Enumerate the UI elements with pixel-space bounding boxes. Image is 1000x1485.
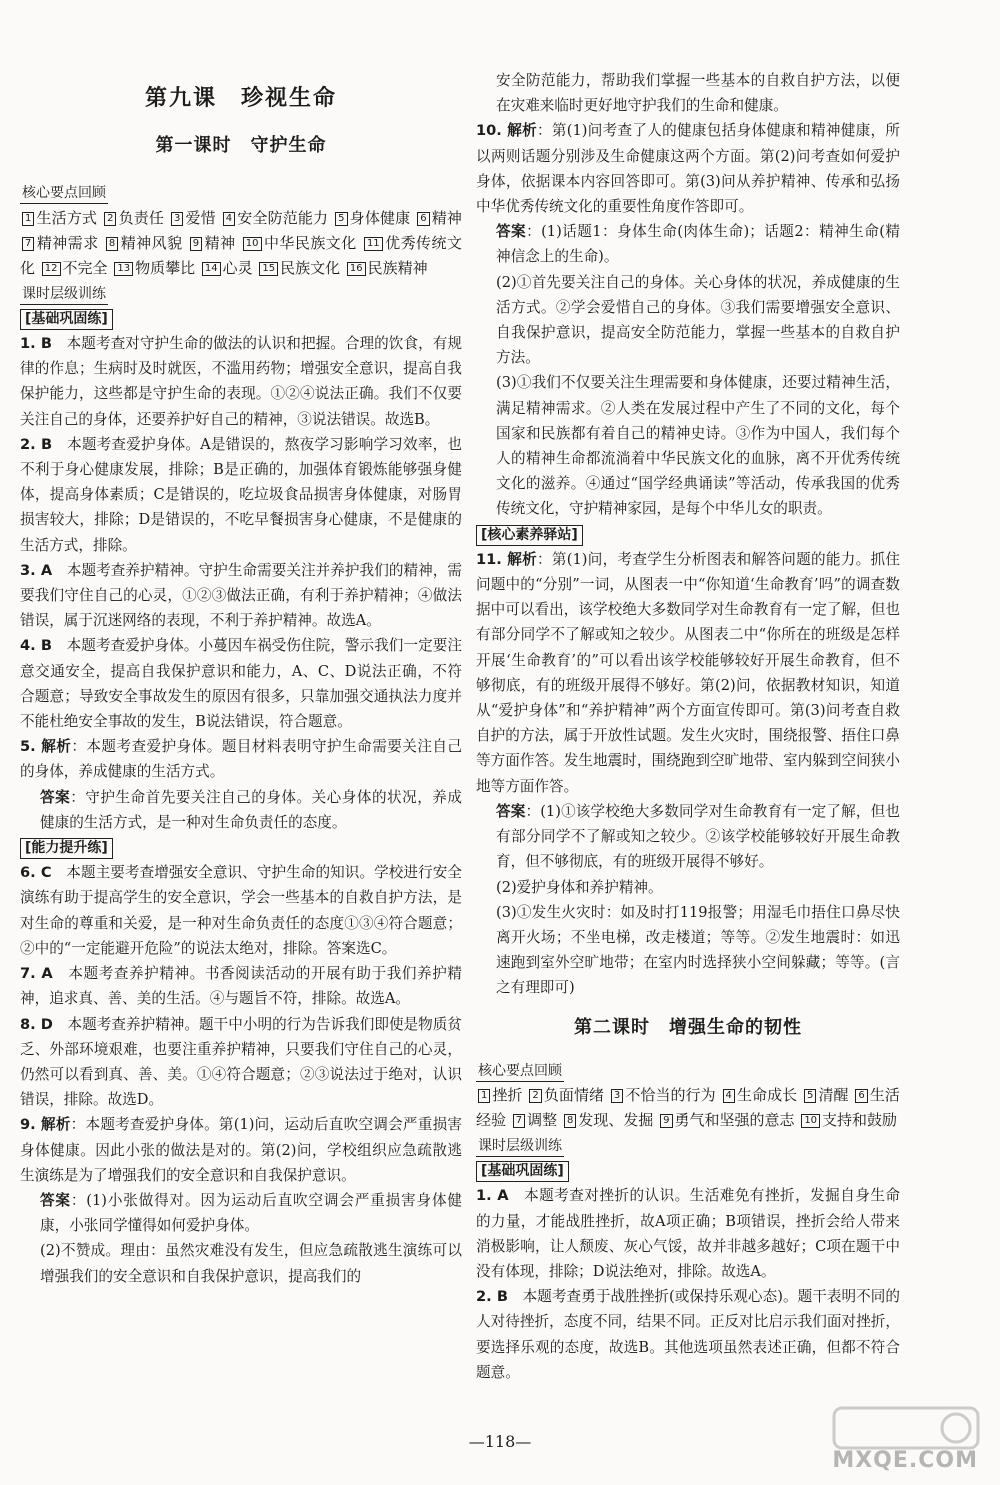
core-point-text: 生命成长 [736, 1085, 798, 1104]
core-point-text: 中华民族文化 [263, 233, 357, 252]
core-point-number: 6 [417, 212, 429, 226]
core-point [511, 1111, 557, 1129]
core-point [609, 1086, 716, 1104]
lesson-title: 第九课 珍视生命 [144, 86, 337, 111]
core-point-text: 不恰当的行为 [625, 1085, 716, 1104]
core-point-text: 安全防范能力 [237, 208, 329, 227]
answer-item: 2. B 本题考查勇于战胜挫折(或保持乐观心态)。题干表明不同的人对待挫折，态度不同，结果不同。正反对比启示我们面对挫折，要选择乐观的态度，故选B。其他选项虽然表述正确，但都不符合题意。 [476, 1288, 900, 1381]
core-point [20, 234, 99, 252]
core-point-number: 16 [347, 262, 366, 276]
answer-text: (2)爱护身体和养护精神。 [496, 878, 663, 896]
core-point-number: 10 [801, 1114, 820, 1128]
basic-practice-label: [基础巩固练] [476, 1161, 569, 1182]
ability-practice-label: [能力提升练] [20, 838, 113, 859]
answer-text: 答案：(1)小张做得对。因为运动后直吹空调会严重损害身体健康，小张同学懂得如何爱护身体。 [40, 1191, 462, 1235]
core-point-number: 1 [478, 1089, 490, 1103]
core-point-number: 9 [190, 237, 202, 251]
core-point-number: 8 [564, 1114, 576, 1128]
core-point [721, 1086, 798, 1104]
core-point [112, 259, 195, 277]
core-point-text: 挫折 [492, 1085, 523, 1104]
core-point-text: 生活方式 [36, 208, 98, 227]
core-point-text: 精神需求 [36, 233, 99, 252]
answer-item: 7. A 本题考查养护精神。书香阅读活动的开展有助于我们养护精神，追求真、善、美的生活。④与题旨不符，排除。故选A。 [20, 965, 462, 1008]
core-point-number: 9 [660, 1114, 672, 1128]
answer-text: 安全防范能力，帮助我们掌握一些基本的自救自护方法，以便在灾难来临时更好地守护我们的生命和健康。 [496, 72, 900, 115]
core-point-text: 优秀传统文化 [20, 233, 462, 277]
core-point [345, 259, 428, 277]
core-point [241, 234, 357, 252]
answer-text: (3)①发生火灾时：如及时打119报警；用湿毛巾捂住口鼻尽快离开火场；不坐电梯，改走楼道；等等。②发生地震时：如迅速跑到室外空旷地带；在室内时选择狭小空间躲藏；等等。(言之有理即可) [496, 903, 900, 997]
core-point [200, 259, 253, 277]
core-points-list [20, 206, 462, 281]
answer-text: (3)①我们不仅要关注生理需要和身体健康，还要过精神生活，满足精神需求。②人类在发展过程中产生了不同的文化，每个国家和民族都有着自己的精神史诗。③作为中国人，我们每个人的精神生命都流淌着中华民族文化的血脉，离不开优秀传统文化的滋养。④通过“国学经典诵读”等活动，传承我国的优秀传统文化，守护精神家园，是每个中华儿女的职责。 [496, 374, 900, 518]
core-point-number: 6 [855, 1089, 867, 1103]
training-label: 课时层级训练 [20, 284, 108, 305]
answer-item: 9. 解析：本题考查爱护身体。第(1)问，运动后直吹空调会严重损害身体健康。因此小张的做法是对的。第(2)问，学校组织应急疏散逃生演练是为了增强我们的安全意识和自我保护意识。 [20, 1116, 462, 1184]
core-point-number: 13 [114, 262, 133, 276]
answer-text: (2)不赞成。理由：虽然灾难没有发生，但应急疏散逃生演练可以增强我们的安全意识和自我保护意识，提高我们的 [40, 1242, 462, 1285]
answer-item: 11. 解析：第(1)问，考查学生分析图表和解答问题的能力。抓住问题中的“分别”一词，从图表一中“你知道‘生命教育’吗”的调查数据中可以看出，该学校绝大多数同学对生命教育有一定了解，但也有部分同学不了解或知之较少。从图表二中“你所在的班级是怎样开展‘生命教育’的”可以看出该学校能够较好开展生命教育，但不够彻底，有的班级开展得不够好。第(2)问，依据教材知识，知道从“爱护身体”和“养护精神”两个方面宣传即可。第(3)问考查自救自护的方法，属于开放性试题。发生火灾时，围绕报警、捂住口鼻等方面作答。发生地震时，围绕跑到空旷地带、室内躲到空间狭小地等方面作答。 [476, 550, 900, 795]
literacy-label: [核心素养驿站] [476, 525, 583, 546]
core-point [333, 209, 410, 227]
core-point-text: 负面情绪 [543, 1085, 605, 1104]
core-point-text: 清醒 [818, 1085, 849, 1104]
core-point-number: 7 [513, 1114, 525, 1128]
core-point-text: 心灵 [222, 258, 253, 277]
core-point [257, 259, 340, 277]
core-point [476, 1086, 523, 1104]
core-point-text: 精神 [431, 208, 462, 227]
core-point-text: 发现、发掘 [578, 1110, 654, 1129]
core-review-label: 核心要点回顾 [476, 1061, 564, 1082]
core-point [40, 259, 108, 277]
core-point-text: 精神风貌 [120, 233, 183, 252]
core-point-number: 3 [611, 1089, 623, 1103]
answer-item: 4. B 本题考查爱护身体。小蔓因车祸受伤住院，警示我们一定要注意交通安全，提高自我保护意识和能力，A、C、D说法正确，不符合题意；导致安全事故发生的原因有很多，只靠加强交通执法力度并不能杜绝安全事故的发生，B说法错误，符合题意。 [20, 637, 462, 731]
core-point-number: 14 [202, 262, 221, 276]
core-point [527, 1086, 604, 1104]
core-point [102, 209, 164, 227]
core-point-number: 11 [364, 237, 383, 251]
section2-title: 第二课时 增强生命的韧性 [574, 1016, 802, 1038]
answer-item: 8. D 本题考查养护精神。题干中小明的行为告诉我们即使是物质贫乏、外部环境艰难，也要注重养护精神，只要我们守住自己的心灵，仍然可以看到真、善、美。①④符合题意；②③说法过于绝对，认识错误，排除。故选D。 [20, 1015, 462, 1109]
core-point-text: 精神 [204, 233, 236, 252]
core-point-text: 负责任 [118, 208, 165, 227]
answer-text: 答案：(1)①该学校绝大多数同学对生命教育有一定了解，但也有部分同学不了解或知之较少。②该学校能够较好开展生命教育，但不够彻底，有的班级开展得不够好。 [496, 802, 900, 871]
training-label: 课时层级训练 [476, 1136, 564, 1157]
core-point [169, 209, 216, 227]
answer-item: 1. B 本题考查对守护生命的做法的认识和把握。合理的饮食，有规律的作息；生病时及时就医，不滥用药物；增强安全意识，提高自我保护能力，这些都是守护生命的表现。①②④说法正确。我们不仅要关注自己的身体，还要养护好自己的精神，③说法错误。故选B。 [20, 335, 462, 428]
core-point-number: 3 [171, 212, 183, 226]
answer-text: 答案：守护生命首先要关注自己的身体。关心身体的状况，养成健康的生活方式，是一种对生命负责任的态度。 [40, 788, 462, 831]
core-point-number: 15 [259, 262, 278, 276]
core-point [221, 209, 328, 227]
core-point-number: 2 [104, 212, 116, 226]
core-point-text: 民族文化 [280, 258, 341, 277]
core-point-number: 1 [22, 212, 34, 226]
core-point [658, 1111, 794, 1129]
watermark-text: MXQE.COM [832, 1448, 978, 1473]
core-point-text: 爱惜 [185, 208, 216, 227]
core-point-text: 勇气和坚强的意志 [674, 1110, 795, 1129]
core-point [802, 1086, 849, 1104]
core-point-number: 8 [106, 237, 118, 251]
right-column [476, 68, 900, 1385]
answer-item: 6. C 本题主要考查增强安全意识、守护生命的知识。学校进行安全演练有助于提高学生的安全意识，学会一些基本的自救自护方法，是对生命的尊重和关爱，是一种对生命负责任的态度①③④符合题意；②中的“一定能避开危险”的说法太绝对，排除。答案选C。 [20, 864, 462, 957]
core-point-number: 5 [335, 212, 347, 226]
core-point-number: 4 [723, 1089, 735, 1103]
answer-text: 答案：(1)话题1：身体生命(肉体生命)；话题2：精神生命(精神信念上的生命)。 [496, 223, 900, 266]
core-point [104, 234, 183, 252]
core-point [799, 1111, 897, 1129]
page-number: —118— [468, 1432, 532, 1451]
core-points-list [476, 1083, 900, 1133]
core-point-number: 10 [243, 237, 262, 251]
core-point-number: 12 [42, 262, 61, 276]
answer-item: 3. A 本题考查养护精神。守护生命需要关注并养护我们的精神，需要我们守住自己的心灵，①②③做法正确，有利于养护精神；④做法错误，属于沉迷网络的表现，不利于养护精神。故选A。 [20, 561, 462, 630]
core-review-label: 核心要点回顾 [20, 183, 108, 204]
core-point-number: 4 [223, 212, 235, 226]
core-point-text: 生活经验 [476, 1085, 900, 1129]
answer-text: (2)①首先要关注自己的身体。关心身体的状况，养成健康的生活方式。②学会爱惜自己的身体。③我们需要增强安全意识、自我保护意识，提高安全防范能力，掌握一些基本的自救自护方法。 [496, 273, 900, 367]
core-point-number: 7 [22, 237, 34, 251]
core-point-text: 民族精神 [367, 258, 428, 277]
core-point-number: 5 [804, 1089, 816, 1103]
left-column [20, 70, 462, 1289]
answer-item: 5. 解析：本题考查爱护身体。题目材料表明守护生命需要关注自己的身体，养成健康的生活方式。 [20, 738, 462, 781]
core-point-number: 2 [529, 1089, 541, 1103]
answer-item: 10. 解析：第(1)问考查了人的健康包括身体健康和精神健康，所以两则话题分别涉及生命健康这两个方面。第(2)问考查如何爱护身体，依据课本内容回答即可。第(3)问从养护精神、传承和弘扬中华优秀传统文化的重要性角度作答即可。 [476, 122, 900, 216]
core-point [415, 209, 462, 227]
core-point-text: 身体健康 [349, 208, 411, 227]
basic-practice-label: [基础巩固练] [20, 309, 113, 330]
answer-item: 2. B 本题考查爱护身体。A是错误的，熬夜学习影响学习效率，也不利于身心健康发展，排除；B是正确的，加强体育锻炼能够强身健体，提高身体素质；C是错误的，吃垃圾食品损害身体健康，对肠胃损害较大，排除；D是错误的，不吃早餐损害身心健康，不是健康的生活方式，排除。 [20, 435, 462, 554]
core-point [188, 234, 236, 252]
core-point-text: 调整 [527, 1110, 558, 1129]
core-point-text: 支持和鼓励 [822, 1110, 898, 1129]
core-point-text: 物质攀比 [135, 258, 196, 277]
answer-item: 1. A 本题考查对挫折的认识。生活难免有挫折，发掘自身生命的力量，才能战胜挫折，故A项正确；B项错误，挫折会给人带来消极影响，让人颓废、灰心气馁，故并非越多越好；C项在题干中没有体现，排除；D说法绝对，排除。故选A。 [476, 1187, 900, 1280]
section1-title: 第一课时 守护生命 [155, 135, 327, 157]
core-point [562, 1111, 653, 1129]
core-point [20, 209, 97, 227]
core-point-text: 不完全 [62, 258, 108, 277]
